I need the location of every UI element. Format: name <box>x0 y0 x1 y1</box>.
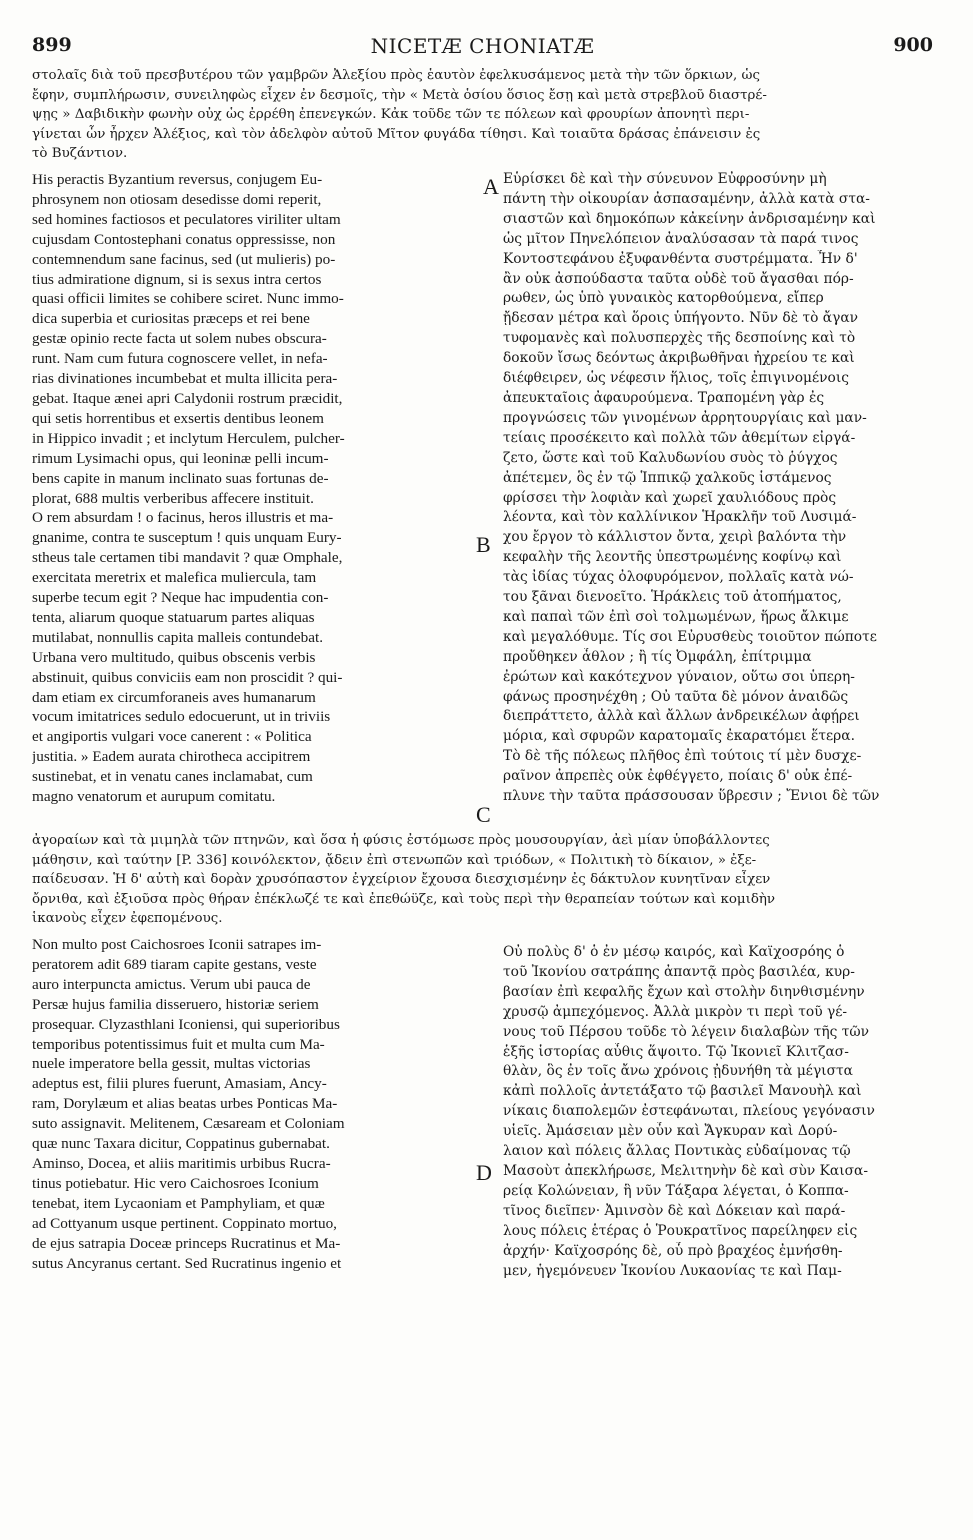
text-line: contemnendum sane facinus, sed (ut mulieris) po- <box>32 250 336 268</box>
running-title: NICETÆ CHONIATÆ <box>370 34 595 58</box>
text-line: καὶ παπαὶ τῶν ἐπὶ σοὶ τολμωμένων, ἥρως ἄλκιμε <box>503 608 849 625</box>
text-line: τῖνος διεῖπεν· Ἀμινσὸν δὲ καὶ Δόκειαν καὶ παρά- <box>503 1202 846 1219</box>
text-line: rias divinationes incumbebat et multa illicita pera- <box>32 370 338 388</box>
text-line: prosequar. Clyzasthlani Iconiensi, qui superioribus <box>32 1015 340 1033</box>
text-line: του ξᾶναι διενοεῖτο. Ἡράκλεις τοῦ ἀτοπήματος, <box>503 589 842 606</box>
text-line: sustinebat, et in venatu canes inclamabat, cum <box>32 768 313 786</box>
text-line: τοῦ Ἰκονίου σατράπης ἀπαντᾷ πρὸς βασιλέα, κυρ- <box>503 963 855 980</box>
text-line: bens capite in manum inclinato suas fortunas de- <box>32 469 329 487</box>
page-number-right: 900 <box>893 34 933 56</box>
text-line: χου ἔργον τὸ κάλλιστον ὄντα, χειρὶ βαλόντα τὴν <box>503 529 847 546</box>
text-line: quasi officii limites se cohibere sciret. Nunc immo- <box>32 290 344 308</box>
text-line: ἀρχήν· Καϊχοσρόης δὲ, οὗ πρὸ βραχέος ἐμνήσθη- <box>503 1242 843 1259</box>
text-line: δοκοῦν ἴσως δεόντως ἀκριβωθῆναι ἠχρείου τε καὶ <box>503 350 855 367</box>
text-line: μάθησιν, καὶ ταύτην [P. 336] κοινόλεκτον, ᾄδειν ἐπὶ στενωπῶν καὶ τριόδων, « Πολιτικὴ τὸ δίκαιον, » ἐξε- <box>32 852 757 868</box>
text-line: qui setis horrentibus et exsertis dentibus leonem <box>32 409 324 427</box>
text-line: tenta, aliarum quoque statuarum partes aliquas <box>32 608 315 626</box>
text-line: vocum imitatrices sedulo edocuerunt, ut in triviis <box>32 708 331 726</box>
text-line: Οὐ πολὺς δ' ὁ ἐν μέσῳ καιρός, καὶ Καϊχοσρόης ὁ <box>503 944 845 960</box>
top-greek-paragraph <box>32 66 932 164</box>
text-line: γίνεται ὧν ἦρχεν Ἀλέξιος, καὶ τὸν ἀδελφὸν αὐτοῦ Μῖτον φυγάδα τίθησι. Καὶ τοιαῦτα δράσας ἐπάνεισιν ἐς <box>32 126 761 142</box>
text-line: superbe tecum egit ? Neque hac impudentia con- <box>32 589 329 607</box>
text-line: adeptus est, filii plures fuerunt, Amasiam, Ancy- <box>32 1075 327 1093</box>
margin-marker-b: B <box>476 532 491 557</box>
text-line: Κοντοστεφάνου ἐξυφανθέντα συστρέμματα. Ἦν δ' <box>503 250 858 267</box>
text-line: ἑξῆς ἱστορίας αὖθις ἅψοιτο. Τῷ Ἰκονιεῖ Κλιτζασ- <box>503 1043 849 1060</box>
text-line: peratorem adit 689 tiaram capite gestans, veste <box>32 955 317 973</box>
text-line: τυφομανὲς καὶ πολυσπερχὲς τῆς δεσποίνης καὶ τὸ <box>503 330 856 347</box>
text-line: φρίσσει τὴν λοφιὰν καὶ χωρεῖ χαυλιόδους πρὸς <box>503 489 837 506</box>
text-line: καὶ μεγαλόθυμε. Τίς σοι Εὐρυσθεὺς τοιοῦτον πώποτε <box>503 628 877 645</box>
text-line: Persæ hujus familia disseruero, historiæ seriem <box>32 995 319 1013</box>
text-line: abstinuit, quibus conviciis eam non proscidit ? qui- <box>32 668 343 686</box>
text-line: τὰς ἰδίας τύχας ὀλοφυρόμενον, πολλαῖς κατὰ νώ- <box>503 569 854 586</box>
text-line: in Hippico invadit ; et inclytum Herculem, pulcher- <box>32 429 345 447</box>
text-line: gnanime, contra te susceptum ! quis unquam Eury- <box>32 529 342 547</box>
greek-column-1 <box>503 170 935 807</box>
greek-column-2 <box>503 943 935 1281</box>
text-line: ᾔδεσαν μέτρα καὶ ὅροις ὑπήγοντο. Νῦν δὲ τὸ ἄγαν <box>503 310 859 327</box>
text-line: sutus Ancyranus certant. Sed Rucratinus ingenio et <box>32 1254 342 1272</box>
text-line: θλὰν, ὃς ἐν τοῖς ἄνω χρόνοις ᾐδυνήθη τὰ μέγιστα <box>503 1063 853 1080</box>
text-line: cujusdam Contostephani conatus oppressisse, non <box>32 230 336 248</box>
text-line: νους τοῦ Πέρσου τοῦδε τὸ λέγειν διαλαβὼν τῆς τῶν <box>503 1023 870 1040</box>
text-line: temporibus potentissimus fuit et multa cum Ma- <box>32 1035 325 1053</box>
text-line: gestæ opinio recte facta ut solem nubes obscura- <box>32 330 327 348</box>
text-line: quæ nunc Taxara dicitur, Coppatinus gubernabat. <box>32 1135 330 1153</box>
latin-column-1 <box>32 170 467 807</box>
text-line: ρείᾳ Κολώνειαν, ἣ νῦν Τάξαρα λέγεται, ὁ Κοππα- <box>503 1182 849 1199</box>
margin-marker-a: A <box>483 174 499 199</box>
text-line: φάνως προσηνέχθη ; Οὐ ταῦτα δὲ μόνον ἀναιδῶς <box>503 688 849 705</box>
text-line: μεν, ἡγεμόνευεν Ἰκονίου Λυκαονίας τε καὶ Παμ- <box>503 1262 842 1279</box>
text-line: ρωθεν, ὡς ὑπὸ γυναικὸς κατορθούμενα, εἴπερ <box>503 290 824 307</box>
text-line: Urbana vero multitudo, quibus obscenis verbis <box>32 648 316 666</box>
text-line: νίκαις διαπολεμῶν ἐστεφάνωται, πλείους γεγόνασιν <box>503 1103 875 1120</box>
text-line: tinus potiebatur. Hic vero Caichosroes Iconium <box>32 1174 319 1192</box>
text-line: exercitata meretrix et malefica muliercula, tam <box>32 569 317 587</box>
text-line: ψῃς » Δαβιδικὴν φωνὴν οὐχ ὡς ἐρρέθη ἐπενεγκών. Κἀκ τοῦδε τῶν τε πόλεων καὶ φρουρίων ἀπονητὶ περι- <box>32 107 750 123</box>
text-line: ἂν οὐκ ἀσπούδαστα ταῦτα οὐδὲ τοῦ ἄγασθαι πόρ- <box>503 270 854 287</box>
latin-column-2 <box>32 935 467 1273</box>
text-line: λέοντα, καὶ τὸν καλλίνικον Ἡρακλῆν τοῦ Λυσιμά- <box>503 509 857 526</box>
text-line: προγνώσεις τῶν γινομένων ἀρρητουργίαις καὶ μαν- <box>503 409 867 426</box>
text-line: ἀγοραίων καὶ τὰ μιμηλὰ τῶν πτηνῶν, καὶ ὅσα ἡ φύσις ἐστόμωσε πρὸς μουσουργίαν, ἀεὶ μίαν ὑποβάλλοντες <box>32 833 770 848</box>
text-line: Aminso, Docea, et aliis maritimis urbibus Rucra- <box>32 1154 331 1172</box>
margin-marker-c: C <box>476 802 491 827</box>
text-line: ἔφην, συμπλήρωσιν, συνειληφὼς εἶχεν ἐν δεσμοῖς, τὴν « Μετὰ ὁσίου ὅσιος ἔσῃ καὶ μετὰ στρεβλοῦ διαστρέ- <box>32 87 767 103</box>
text-line: rimum Lysimachi opus, qui leoninæ pelli incum- <box>32 449 329 467</box>
text-line: στολαῖς διὰ τοῦ πρεσβυτέρου τῶν γαμβρῶν Ἀλεξίου πρὸς ἑαυτὸν ἐφελκυσάμενος μετὰ τὴν τῶν ὅρκιων, ὡς <box>32 68 760 83</box>
text-line: dam etiam ex circumforaneis aves humanarum <box>32 688 316 706</box>
text-line: πλυνε τὴν ταῦτα πράσσουσαν ὕβρεσιν ; Ἔνιοι δὲ τῶν <box>503 788 880 805</box>
text-line: βασίαν ἐπὶ κεφαλῆς ἔχων καὶ στολὴν διηνθισμένην <box>503 983 865 1000</box>
text-line: ὄρνιθα, καὶ ἐξιοῦσα πρὸς θήραν ἐπέκλωζέ τε καὶ ἐπεθώϋζε, καὶ τοὺς περὶ τὴν θεραπείαν τούτων καὶ κομιδὴν <box>32 891 776 907</box>
text-line: μόρια, καὶ σφυρῶν καρατομαῖς ἐκαρατόμει ἕτερα. <box>503 728 855 745</box>
text-line: κεφαλὴν τῆς λεοντῆς ὑπεστρωμένης κοφίνῳ καὶ <box>503 549 842 566</box>
text-line: ἀπευκταῖοις ἀφαυρούμενα. Τραπομένη γὰρ ἐς <box>503 389 825 406</box>
text-line: διεπράττετο, ἀλλὰ καὶ ἄλλων ἀνδρεικέλων ἀφῄρει <box>503 708 860 725</box>
text-line: tius admiratione dignum, si is sexus intra certos <box>32 270 322 288</box>
text-line: υἱεῖς. Ἀμάσειαν μὲν οὖν καὶ Ἄγκυραν καὶ Δορύ- <box>503 1123 838 1140</box>
text-line: His peractis Byzantium reversus, conjugem Eu- <box>32 171 323 188</box>
text-line: χρυσῷ ἀμπεχόμενος. Ἀλλὰ μικρὸν τι περὶ τοῦ γέ- <box>503 1003 848 1020</box>
text-line: magno venatorum et aurupum comitatu. <box>32 788 276 806</box>
text-line: phrosynem non otiosam desedisse domi reperit, <box>32 190 322 208</box>
text-line: gebat. Itaque ænei apri Calydonii rostrum præcidit, <box>32 389 343 407</box>
text-line: κἀπὶ πολλοῖς ἀντετάξατο τῷ βασιλεῖ Μανουὴλ καὶ <box>503 1083 862 1100</box>
margin-marker-d: D <box>476 1160 492 1185</box>
text-line: sed homines factiosos et peculatores viriliter ultam <box>32 210 341 228</box>
text-line: σιαστῶν καὶ δημοκόπων κἀκείνην ἀνδρισαμένην καὶ <box>503 210 876 227</box>
text-line: de ejus satrapia Doceæ princeps Rucratinus et Ma- <box>32 1234 341 1252</box>
text-line: ὡς μῖτον Πηνελόπειον ἀναλύσασαν τὰ παρά τινος <box>503 230 859 247</box>
text-line: ἱκανοὺς εἶχεν ἐφεπομένους. <box>32 911 223 927</box>
text-line: Εὑρίσκει δὲ καὶ τὴν σύνευνον Εὐφροσύνην μὴ <box>503 171 827 187</box>
text-line: ἐρώτων καὶ κακότεχνον γύναιον, οὕτω σοι ὑπερη- <box>503 668 855 685</box>
text-line: παίδευσαν. Ἡ δ' αὐτὴ καὶ δορὰν χρυσόπαστον ἐγχείριον ἔχουσα διεσχισμένην ἐς δάκτυλον κυνητῖναν εἶχεν <box>32 872 771 888</box>
text-line: nuele imperatore bella gessit, multas victorias <box>32 1055 311 1073</box>
text-line: ζετο, ὥστε καὶ τοῦ Καλυδωνίου συὸς τὸ ῥύγχος <box>503 449 838 466</box>
text-line: πάντη τὴν οἰκουρίαν ἀσπασαμένην, ἀλλὰ κατὰ στα- <box>503 190 870 207</box>
text-line: ram, Dorylæum et alias beatas urbes Ponticas Ma- <box>32 1095 338 1113</box>
text-line: suto assignavit. Melitenem, Cæsaream et Coloniam <box>32 1115 345 1133</box>
text-line: plorat, 688 multis verberibus affecere instituit. <box>32 489 314 507</box>
page-header <box>32 34 933 58</box>
text-line: et angiportis vulgari voce canerent : « Politica <box>32 728 312 746</box>
text-line: ad Cottyanum usque pertinent. Coppinato mortuo, <box>32 1214 337 1232</box>
text-line: λαιον καὶ πόλεις ἄλλας Ποντικὰς εὐδαίμονας τῷ <box>503 1143 851 1160</box>
page-number-left: 899 <box>32 34 72 56</box>
text-line: διέφθειρεν, ὡς νέφεσιν ἥλιος, τοῖς ἐπιγινομένοις <box>503 370 849 387</box>
text-line: ἀπέτεμεν, ὃς ἐν τῷ Ἱππικῷ χαλκοῦς ἱστάμενος <box>503 469 832 486</box>
text-line: dica superbia et curiositas præceps et rei bene <box>32 310 310 328</box>
text-line: ραῖνον ἀπρεπὲς οὐκ ἐφθέγγετο, ποίαις δ' οὐκ ἐπέ- <box>503 768 853 785</box>
text-line: λους πόλεις ἑτέρας ὁ Ῥουκρατῖνος παρείληφεν εἰς <box>503 1222 858 1239</box>
text-line: Μασοὺτ ἀπεκλήρωσε, Μελιτηνὴν δὲ καὶ σὺν Καισα- <box>503 1162 869 1179</box>
text-line: O rem absurdam ! o facinus, heros illustris et ma- <box>32 509 334 527</box>
middle-greek-paragraph <box>32 831 932 929</box>
text-line: προὔθηκεν ἆθλον ; ἢ τίς Ὀμφάλη, ἐπίτριμμα <box>503 648 812 665</box>
text-line: auro interpuncta amictus. Verum ubi pauca de <box>32 975 311 993</box>
text-line: τείαις προσέκειτο καὶ πολλὰ τῶν ἀθεμίτων εἰργά- <box>503 429 856 446</box>
text-line: Τὸ δὲ τῆς πόλεως πλῆθος ἐπὶ τούτοις τί μὲν δυσχε- <box>503 748 862 765</box>
text-line: runt. Nam cum futura cognoscere vellet, in nefa- <box>32 350 328 368</box>
text-line: mutilabat, nonnullis capita malleis contundebat. <box>32 628 324 646</box>
text-line: Non multo post Caichosroes Iconii satrapes im- <box>32 936 322 953</box>
text-line: τὸ Βυζάντιον. <box>32 146 128 162</box>
text-line: tenebat, item Lycaoniam et Pamphyliam, et quæ <box>32 1194 325 1212</box>
text-line: stheus tale certamen tibi mandavit ? quæ Omphale, <box>32 549 343 567</box>
text-line: justitia. » Eadem aurata chirotheca accipitrem <box>32 748 311 766</box>
